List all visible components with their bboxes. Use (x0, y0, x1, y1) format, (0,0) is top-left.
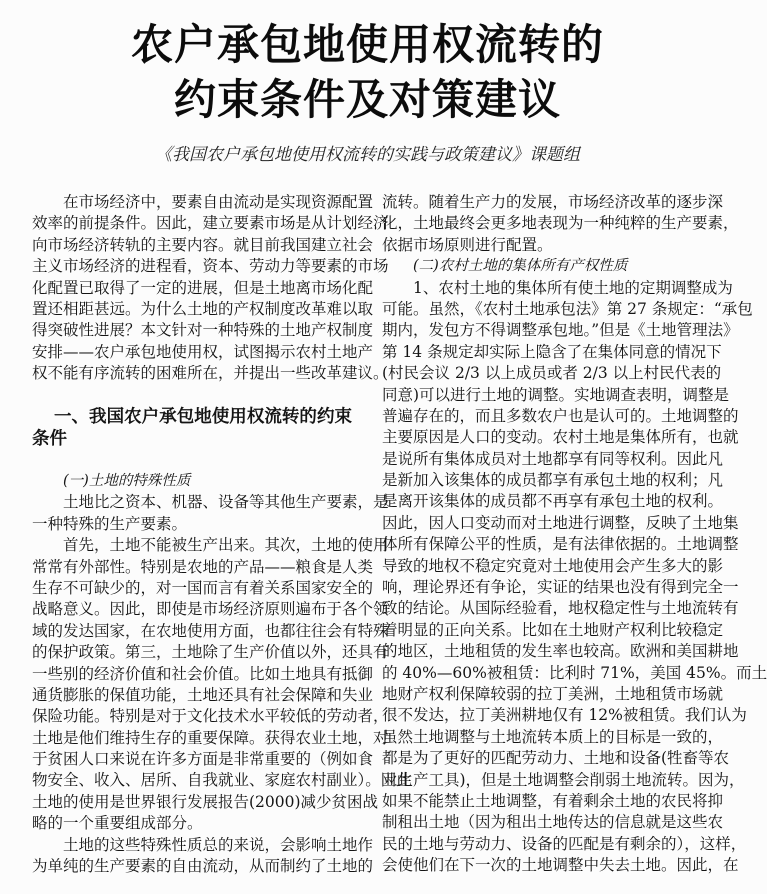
paragraph-line: 期内，发包方不得调整承包地。”但是《土地管理法》 (382, 321, 739, 340)
paragraph-line: 第 14 条规定却实际上隐含了在集体同意的情况下 (382, 342, 722, 361)
subheading: (二)农村土地的集体所有产权性质 (413, 258, 628, 275)
paragraph-line: 土地的使用是世界银行发展报告(2000)减少贫困战 (32, 792, 379, 811)
paragraph-line: 在市场经济中，要素自由流动是实现资源配置 (63, 193, 374, 211)
paragraph-line: (村民会议 2/3 以上成员或者 2/3 以上村民代表的 (382, 364, 722, 383)
paragraph-line: 地财产权利保障较弱的拉丁美洲，土地租赁市场就 (382, 684, 724, 703)
paragraph-line: 流转。随着生产力的发展，市场经济改革的逐步深 (382, 193, 724, 211)
right-column-body (382, 192, 767, 877)
paragraph-line: 权不能有序流转的困难所在，并提出一些改革建议。 (32, 364, 389, 383)
paragraph-line: 化，土地最终会更多地表现为一种纯粹的生产要素， (382, 214, 739, 233)
paragraph-line: 可能。虽然，《农村土地承包法》第 27 条规定：“承包 (382, 299, 753, 318)
paragraph-line: 土地的这些特殊性质总的来说，会影响土地作 (63, 835, 374, 854)
paragraph-line: 普遍存在的，而且多数农户也是认可的。土地调整的 (382, 406, 739, 425)
paragraph-line: 致的结论。从国际经验看，地权稳定性与土地流转有 (382, 599, 739, 618)
left-column-body (32, 471, 412, 877)
paragraph-line: 制租出土地（因为租出土地传达的信息就是这些农 (382, 813, 724, 832)
paragraph-line: 体所有保障公平的性质，是有法律依据的。土地调整 (382, 535, 739, 554)
paragraph-line: 化配置已取得了一定的进展，但是土地离市场化配 (32, 278, 374, 297)
paragraph-line: 1、农村土地的集体所有使土地的定期调整成为 (413, 278, 733, 297)
paragraph-line: 为单纯的生产要素的自由流动，从而制约了土地的 (32, 857, 374, 876)
paragraph-line: 依据市场原则进行配置。 (382, 235, 553, 254)
author-group: 《我国农户承包地使用权流转的实践与政策建议》课题组 (155, 145, 580, 165)
section-heading (32, 406, 352, 450)
paragraph-line: 会使他们在下一次的土地调整中失去土地。因此，在 (382, 856, 739, 875)
paragraph-line: 虽然土地调整与土地流转本质上的目标是一致的， (382, 727, 724, 746)
paragraph-line: 一些别的经济价值和社会价值。比如土地具有抵御 (32, 664, 374, 683)
paragraph-line: 置还相距甚远。为什么土地的产权制度改革难以取 (32, 299, 374, 318)
article-title-line-1: 农户承包地使用权流转的 (130, 20, 604, 69)
paragraph-line: 于贫困人口来说在许多方面是非常重要的（例如食 (32, 750, 374, 769)
paragraph-line: 很不发达，拉丁美洲耕地仅有 12%被租赁。我们认为 (382, 706, 747, 725)
paragraph-line: 如果不能禁止土地调整，有着剩余土地的农民将抑 (382, 791, 724, 810)
paragraph-line: 是说所有集体成员对土地都享有同等权利。因此凡 (382, 449, 724, 468)
section-heading-line: 一、我国农户承包地使用权流转的约束 (54, 407, 352, 427)
paragraph-line: 得突破性进展？本文针对一种特殊的土地产权制度 (32, 321, 374, 340)
paragraph-line: 常常有外部性。特别是农地的产品——粮食是人类 (32, 557, 374, 576)
paragraph-line: 安排——农户承包地使用权，试图揭示农村土地产 (32, 342, 374, 361)
paragraph-line: 向市场经济转轨的主要内容。就目前我国建立社会 (32, 235, 374, 254)
paragraph-line: 是离开该集体的成员都不再享有承包土地的权利。 (382, 492, 724, 511)
paragraph-line: 导致的地权不稳定究竟对土地使用会产生多大的影 (382, 556, 724, 575)
paragraph-line: 土地比之资本、机器、设备等其他生产要素，是 (63, 493, 389, 512)
paragraph-line: 是新加入该集体的成员都享有承包土地的权利；凡 (382, 471, 724, 490)
paragraph-line: 业生产工具)，但是土地调整会削弱土地流转。因为， (382, 770, 745, 789)
paragraph-line: 略的一个重要组成部分。 (32, 814, 203, 833)
paragraph-line: 民的土地与劳动力、设备的匹配是有剩余的），这样， (382, 834, 747, 853)
paragraph-line: 土地是他们维持生存的重要保障。获得农业土地，对 (32, 728, 389, 747)
paragraph-line: 一种特殊的生产要素。 (32, 514, 188, 533)
paragraph-line: 的 40%—60%被租赁：比利时 71%，美国 45%。而土 (382, 663, 767, 682)
paragraph-line: 的地区，土地租赁的发生率也较高。欧洲和美国耕地 (382, 642, 739, 661)
paragraph-line: 战略意义。因此，即使是市场经济原则遍布于各个领 (32, 600, 389, 619)
paragraph-line: 域的发达国家，在农地使用方面，也都往往会有特殊 (32, 621, 389, 640)
paragraph-line: 主义市场经济的进程看，资本、劳动力等要素的市场 (32, 257, 389, 276)
paragraph-line: 物安全、收入、居所、自我就业、家庭农村副业）。因此 (32, 771, 412, 790)
paragraph-line: 都是为了更好的匹配劳动力、土地和设备(牲畜等农 (382, 749, 730, 768)
paragraph-line: 生存不可缺少的，对一国而言有着关系国家安全的 (32, 578, 374, 597)
left-column-intro (32, 192, 389, 385)
paragraph-line: 同意)可以进行土地的调整。实地调查表明，调整是 (382, 385, 730, 404)
section-heading-line: 条件 (32, 429, 67, 449)
subheading: (一)土地的特殊性质 (63, 473, 191, 489)
paragraph-line: 效率的前提条件。因此，建立要素市场是从计划经济 (32, 214, 389, 233)
paragraph-line: 着明显的正向关系。比如在土地财产权利比较稳定 (382, 620, 724, 639)
paragraph-line: 的保护政策。第三，土地除了生产价值以外，还具有 (32, 643, 389, 662)
paragraph-line: 通货膨胀的保值功能，土地还具有社会保障和失业 (32, 685, 374, 704)
paragraph-line: 因此，因人口变动而对土地进行调整，反映了土地集 (382, 513, 739, 532)
article-title-line-2: 约束条件及对策建议 (173, 75, 561, 124)
paragraph-line: 保险功能。特别是对于文化技术水平较低的劳动者， (32, 707, 389, 726)
paragraph-line: 首先，土地不能被生产出来。其次，土地的使用 (63, 536, 389, 555)
paragraph-line: 响，理论界还有争论，实证的结果也没有得到完全一 (382, 578, 739, 597)
paragraph-line: 主要原因是人口的变动。农村土地是集体所有，也就 (382, 428, 739, 447)
